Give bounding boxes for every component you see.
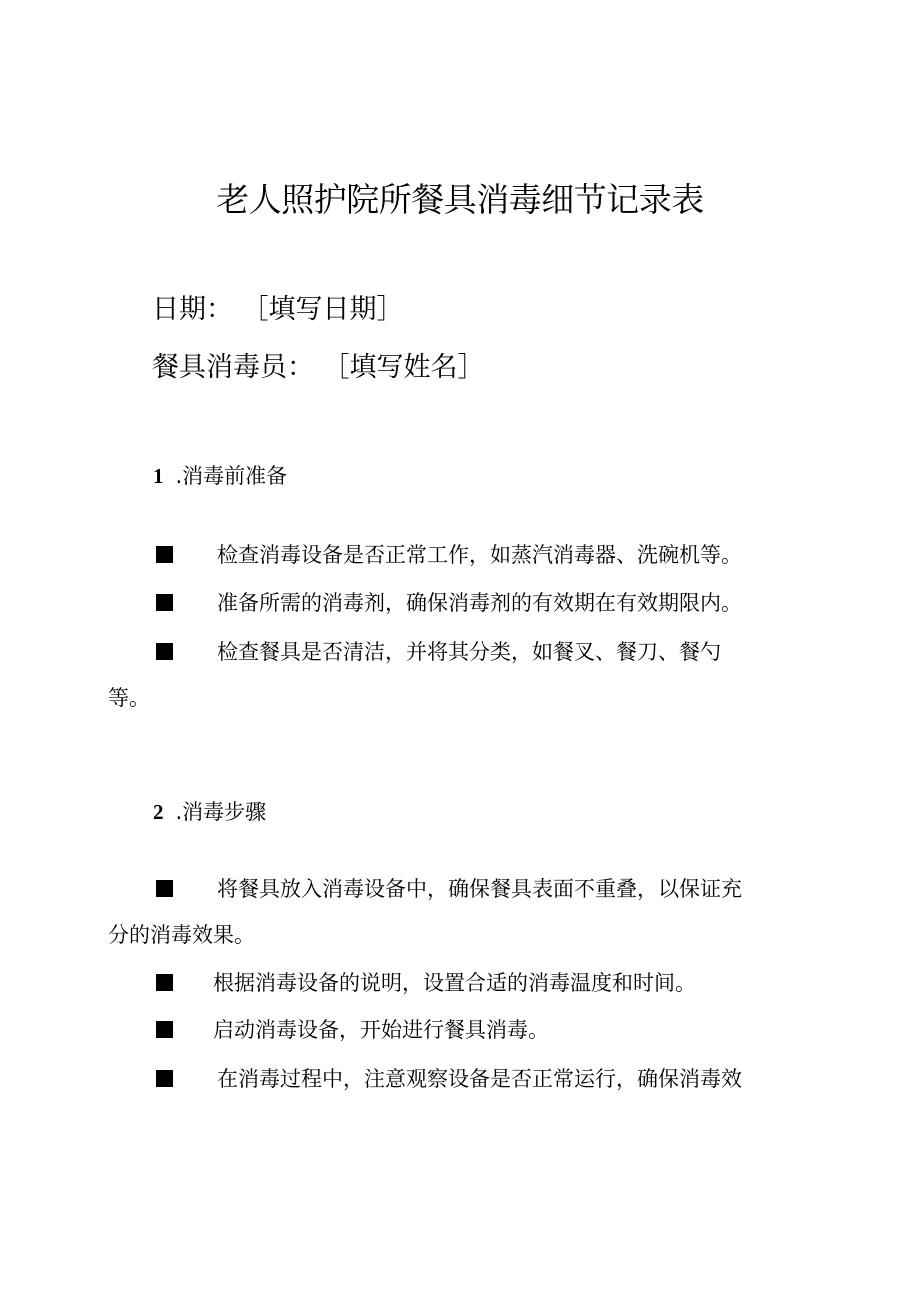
- list-item-text: 根据消毒设备的说明，设置合适的消毒温度和时间。: [213, 971, 696, 995]
- section-heading-preparation: [153, 461, 287, 491]
- staff-line: [152, 350, 485, 386]
- list-item: [108, 1007, 808, 1053]
- list-item: [108, 580, 808, 626]
- date-value: ［填写日期］: [255, 294, 404, 325]
- list-item-text: 将餐具放入消毒设备中，确保餐具表面不重叠，以保证充: [217, 877, 742, 901]
- list-item: [108, 1056, 808, 1102]
- list-item-text: 准备所需的消毒剂，确保消毒剂的有效期在有效期限内。: [217, 591, 742, 615]
- page-title: 老人照护院所餐具消毒细节记录表: [216, 180, 704, 219]
- list-item: [108, 629, 808, 721]
- list-item-text: 启动消毒设备，开始进行餐具消毒。: [213, 1018, 549, 1042]
- list-item-continuation: 等。: [108, 686, 150, 710]
- square-bullet-icon: [156, 1021, 173, 1038]
- list-item: [108, 866, 808, 958]
- list-item-continuation: 分的消毒效果。: [108, 923, 255, 947]
- staff-value: ［填写姓名］: [336, 352, 485, 383]
- list-item: [108, 532, 808, 578]
- list-item-text: 在消毒过程中，注意观察设备是否正常运行，确保消毒效: [217, 1067, 742, 1091]
- date-line: [152, 292, 404, 328]
- square-bullet-icon: [156, 1070, 173, 1087]
- staff-label: 餐具消毒员：: [152, 352, 314, 383]
- square-bullet-icon: [156, 546, 173, 563]
- date-label: 日期：: [152, 294, 233, 325]
- square-bullet-icon: [156, 974, 173, 991]
- list-item: [108, 960, 808, 1006]
- section-number: 1: [153, 464, 164, 488]
- list-item-text: 检查消毒设备是否正常工作，如蒸汽消毒器、洗碗机等。: [217, 543, 742, 567]
- section-number: 2: [153, 800, 164, 824]
- square-bullet-icon: [156, 594, 173, 611]
- section-title: .消毒前准备: [175, 464, 288, 488]
- list-item-text: 检查餐具是否清洁，并将其分类，如餐叉、餐刀、餐勺: [217, 640, 721, 664]
- square-bullet-icon: [156, 880, 173, 897]
- section-heading-steps: [153, 797, 266, 827]
- section-title: .消毒步骤: [175, 800, 267, 824]
- square-bullet-icon: [156, 643, 173, 660]
